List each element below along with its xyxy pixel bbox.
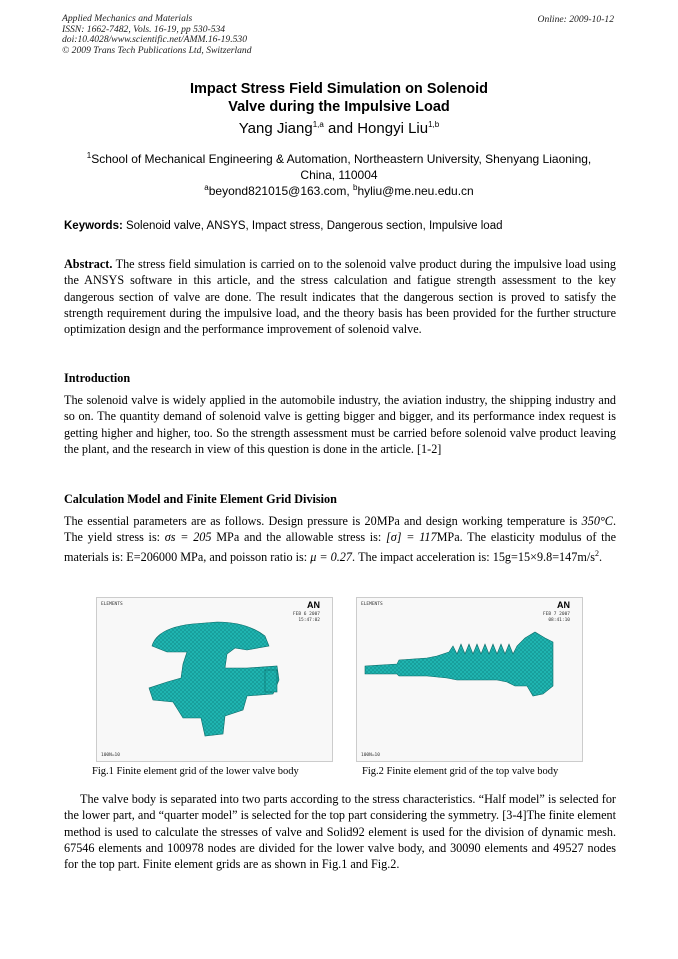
calc-text-a: The essential parameters are as follows. Design pressure is 20MPa and design working temperature is <box>64 514 582 528</box>
doi: doi:10.4028/www.scientific.net/AMM.16-19.530 <box>62 34 248 46</box>
body-paragraph-2: The valve body is separated into two parts according to the stress characteristics. “Half model” is selected for the lower part, and “quarter model” is selected for the top part considering the symmetry. [3-4]The finite element method is used to calculate the stresses of valve and Solid92 element is used for the division of dynamic mesh. 67546 elements and 100978 nodes are divided for the lower valve body, and 30090 elements and 49527 nodes for the top part. Finite element grids are as shown in Fig.1 and Fig.2. <box>64 792 616 872</box>
email-b[interactable]: hyliu@me.neu.edu.cn <box>357 184 474 198</box>
poisson-ratio: μ = 0.27 <box>310 549 352 564</box>
keywords-label: Keywords: <box>64 220 123 232</box>
fig2-date: FEB 7 2007 <box>542 612 570 617</box>
authors-and: and <box>323 120 358 137</box>
fig1-time: 15:47:02 <box>298 618 320 623</box>
copyright: © 2009 Trans Tech Publications Ltd, Switzerland <box>62 44 252 56</box>
author-1-sup: 1,a <box>312 120 324 129</box>
temperature: 350°C <box>581 514 613 528</box>
calc-text-c: MPa and the allowable stress is: <box>211 530 387 545</box>
fig1-date: FEB 6 2007 <box>292 612 320 617</box>
introduction-heading: Introduction <box>64 371 131 385</box>
calc-paragraph <box>64 513 616 565</box>
affiliation-line-1: School of Mechanical Engineering & Automation, Northeastern University, Shenyang Liaoning, <box>91 152 592 166</box>
affiliation-sup: 1 <box>86 151 92 160</box>
fig1-footer: 100N=10 <box>101 753 120 758</box>
authors <box>0 120 678 137</box>
fig2-caption: Fig.2 Finite element grid of the top valve body <box>362 766 559 777</box>
fig2-label: ELEMENTS <box>361 602 383 607</box>
calc-heading: Calculation Model and Finite Element Grid Division <box>64 492 337 506</box>
ansys-logo: AN <box>557 600 570 610</box>
introduction-text: The solenoid valve is widely applied in the automobile industry, the aviation industry, the shipping industry and so on. The quantity demand of solenoid valve is getting bigger and bigger, and its performance index request is getting higher and higher, too. So the strength assessment must be carried before solenoid valve product leaving the plant, and the research in view of this question is done in the article. [1-2] <box>64 393 616 456</box>
abstract-text: The stress field simulation is carried on to the solenoid valve product during the impulsive load using the ANSYS software in this article, and the stress calculation and fatigue strength assessment to the key dangerous section of valve are done. The result indicates that the dangerous section is proved to satisfy the strength requirement during the impulsive load, and the theory basis has been provided for the further structure optimization design and the performance improvement of solenoid valve. <box>64 257 616 337</box>
journal-name: Applied Mechanics and Materials <box>62 13 193 24</box>
calc-text-end: . <box>598 549 602 564</box>
abstract-label: Abstract. <box>64 257 113 271</box>
issn: ISSN: 1662-7482, Vols. 16-19, pp 530-534 <box>62 23 226 35</box>
fig2-footer: 100N=10 <box>361 753 380 758</box>
paper-title <box>0 80 678 116</box>
figure-2 <box>356 597 583 762</box>
journal-header <box>62 14 252 56</box>
author-2-sup: 1,b <box>428 120 440 129</box>
affiliation-line-2: China, 110004 <box>300 167 378 182</box>
calc-text-e: . The impact acceleration is: 15g=15×9.8=147m/s <box>351 549 595 564</box>
title-line-1: Impact Stress Field Simulation on Solenoid <box>189 81 489 97</box>
ansys-logo: AN <box>307 600 320 610</box>
emails <box>0 183 678 198</box>
fig2-time: 08:41:10 <box>548 618 570 623</box>
email-b-sup: b <box>353 183 358 192</box>
top-valve-mesh <box>357 598 582 761</box>
title-line-2: Valve during the Impulsive Load <box>228 99 450 115</box>
figure-1 <box>96 597 333 762</box>
yield-stress: σs = 205 <box>164 530 212 545</box>
author-1: Yang Jiang <box>238 120 313 137</box>
email-a[interactable]: beyond821015@163.com, <box>208 184 354 198</box>
fig1-label: ELEMENTS <box>101 602 123 607</box>
calc-sup: 2 <box>594 548 599 558</box>
fig1-caption: Fig.1 Finite element grid of the lower valve body <box>92 766 299 777</box>
allowable-stress: [σ] = 117 <box>386 530 437 545</box>
keywords <box>64 220 616 232</box>
author-2: Hongyi Liu <box>357 120 429 137</box>
affiliation <box>64 148 614 183</box>
keywords-text: Solenoid valve, ANSYS, Impact stress, Dangerous section, Impulsive load <box>122 220 503 232</box>
lower-valve-mesh <box>97 598 332 761</box>
calc-text-d: MPa. The elasticity modulus of the materials is: E=206000 MPa, and poisson ratio is: <box>64 530 616 564</box>
email-a-sup: a <box>204 183 209 192</box>
calc-text-b: . The yield stress is: <box>64 514 616 545</box>
abstract <box>64 256 616 337</box>
online-date: Online: 2009-10-12 <box>537 14 614 25</box>
